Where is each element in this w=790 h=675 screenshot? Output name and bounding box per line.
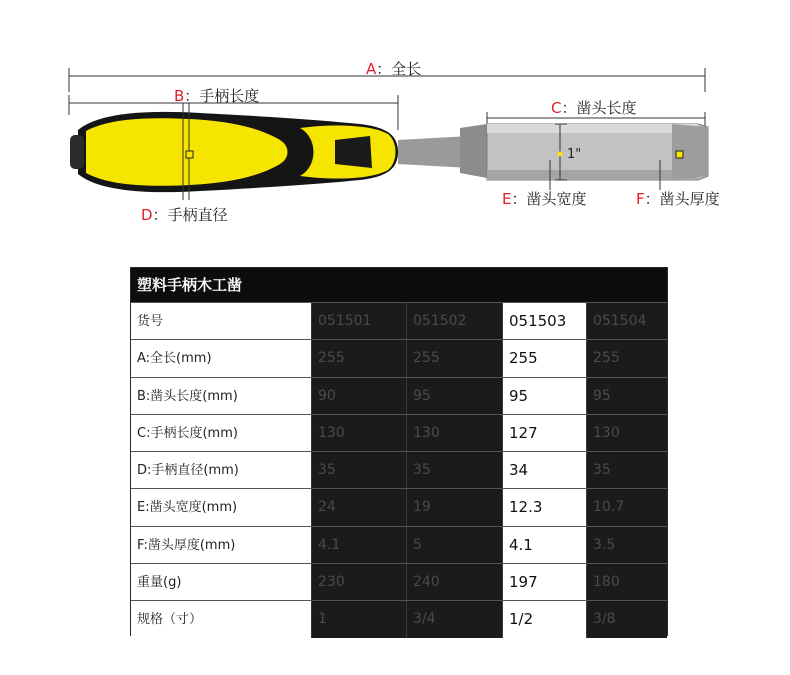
table-row-blade-thickness [131, 526, 667, 563]
cell-051504: 255 [587, 340, 667, 376]
label-handle-diameter [141, 206, 228, 224]
table-row-blade-length [131, 377, 667, 414]
row-label: F:凿头厚度(mm) [131, 527, 312, 563]
cell-051503: 051503 [503, 303, 587, 339]
cell-051501: 24 [312, 489, 407, 525]
chisel-dimension-diagram [0, 0, 790, 250]
cell-051503: 4.1 [503, 527, 587, 563]
row-label: A:全长(mm) [131, 340, 312, 376]
letter-a: A [366, 60, 377, 78]
letter-e: E [502, 190, 512, 208]
marker-d [186, 151, 193, 158]
row-label: 货号 [131, 303, 312, 339]
cell-051502: 051502 [407, 303, 503, 339]
letter-b: B [174, 87, 185, 105]
cell-051503: 34 [503, 452, 587, 488]
text-f: ：凿头厚度 [644, 190, 720, 208]
cell-051502: 5 [407, 527, 503, 563]
label-blade-width [502, 190, 587, 208]
label-blade-length [551, 99, 637, 117]
row-label: B:凿头长度(mm) [131, 378, 312, 414]
cell-051501: 130 [312, 415, 407, 451]
row-label: C:手柄长度(mm) [131, 415, 312, 451]
letter-d: D [141, 206, 153, 224]
cell-051502: 130 [407, 415, 503, 451]
label-overall-length [366, 60, 421, 78]
row-label: E:凿头宽度(mm) [131, 489, 312, 525]
cell-051501: 90 [312, 378, 407, 414]
text-e: ：凿头宽度 [511, 190, 587, 208]
cell-051502: 255 [407, 340, 503, 376]
chisel-blade [398, 124, 708, 180]
cell-051501: 230 [312, 564, 407, 600]
marker-e [558, 152, 563, 157]
cell-051501: 4.1 [312, 527, 407, 563]
cell-051504: 95 [587, 378, 667, 414]
cell-051504: 180 [587, 564, 667, 600]
cell-051504: 3/8 [587, 601, 667, 637]
cell-051504: 051504 [587, 303, 667, 339]
text-d: ：手柄直径 [152, 206, 228, 224]
table-row-size [131, 600, 667, 637]
cell-051501: 051501 [312, 303, 407, 339]
row-label: 重量(g) [131, 564, 312, 600]
table-row-sku [131, 302, 667, 339]
cell-051502: 240 [407, 564, 503, 600]
label-blade-thickness [636, 190, 720, 208]
cell-051501: 1 [312, 601, 407, 637]
text-a: ：全长 [376, 60, 422, 78]
cell-051504: 130 [587, 415, 667, 451]
marker-f [676, 151, 683, 158]
table-title: 塑料手柄木工凿 [131, 268, 667, 302]
cell-051501: 255 [312, 340, 407, 376]
chisel-illustration [0, 0, 790, 250]
cell-051503: 255 [503, 340, 587, 376]
cell-051502: 95 [407, 378, 503, 414]
row-label: 规格（寸） [131, 601, 312, 637]
cell-051504: 35 [587, 452, 667, 488]
row-label: D:手柄直径(mm) [131, 452, 312, 488]
cell-051504: 3.5 [587, 527, 667, 563]
cell-051503: 12.3 [503, 489, 587, 525]
cell-051504: 10.7 [587, 489, 667, 525]
table-row-handle-length [131, 414, 667, 451]
table-row-handle-diameter [131, 451, 667, 488]
cell-051503: 197 [503, 564, 587, 600]
cell-051502: 3/4 [407, 601, 503, 637]
chisel-handle [70, 112, 398, 192]
table-row-blade-width [131, 488, 667, 525]
label-handle-length [174, 87, 259, 105]
cell-051503: 127 [503, 415, 587, 451]
spec-table [130, 267, 668, 636]
table-row-overall-length [131, 339, 667, 376]
cell-051503: 1/2 [503, 601, 587, 637]
cell-051501: 35 [312, 452, 407, 488]
cell-051502: 35 [407, 452, 503, 488]
text-b: ：手柄长度 [184, 87, 260, 105]
cell-051502: 19 [407, 489, 503, 525]
blade-size-mark: 1" [567, 147, 582, 162]
table-row-weight [131, 563, 667, 600]
letter-c: C [551, 99, 562, 117]
letter-f: F [636, 190, 645, 208]
cell-051503: 95 [503, 378, 587, 414]
text-c: ：凿头长度 [561, 99, 637, 117]
